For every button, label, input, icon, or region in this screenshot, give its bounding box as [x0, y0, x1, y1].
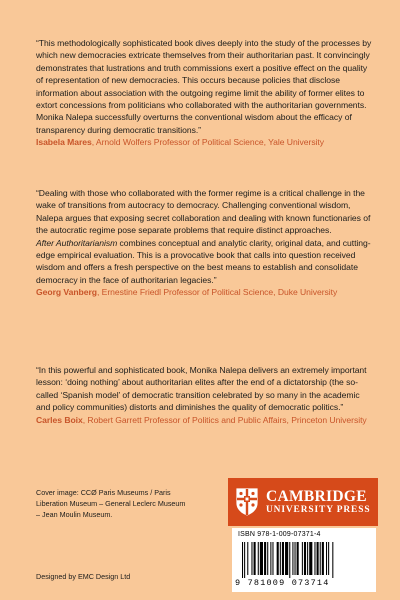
endorser-name: Carles Boix — [36, 414, 83, 425]
quote-part-2: combines conceptual and analytic clarity, original data, and cutting-edge empirical evaluation. This is a provocative book that calls into question received wisdom and offers a fresh perspective on the best means to establish and consolidate democracy in the face of authoritarian legacies.” — [36, 237, 371, 285]
endorsement-quote — [36, 187, 376, 286]
barcode-bar — [277, 542, 279, 575]
endorsement-attribution — [36, 286, 376, 298]
barcode-digits: 9 781009 073714 — [235, 578, 330, 588]
barcode-bar — [289, 542, 290, 578]
cover-image-credit: Cover image: CCØ Paris Museums / Paris Liberation Museum – General Leclerc Museum – Jean Moulin Museum. — [36, 488, 186, 519]
endorsement-quote: “This methodologically sophisticated book dives deeply into the study of the processes by which new democracies extricate themselves from their authoritarian past. It convincingly demonstrates that lustrations and truth commissions exert a positive effect on the quality of representation of new democracies. This occurs because policies that disclose information about association with the outgoing regime limit the ability of former elites to extort concessions from politicians who collaborated with the authoritarian governments. Monika Nalepa successfully overturns the conventional wisdom about the efficacy of transparency during democratic transitions.” — [36, 38, 372, 135]
publisher-name — [266, 489, 370, 516]
barcode-bar — [304, 542, 306, 575]
endorsement-attribution — [36, 136, 376, 148]
barcode-bar — [247, 542, 248, 575]
barcode-bar — [326, 542, 327, 575]
barcode-bar — [282, 542, 284, 575]
barcode-bar — [264, 542, 266, 575]
barcode-bar — [320, 542, 321, 575]
isbn-label: ISBN 978-1-009-07371-4 — [238, 531, 321, 538]
endorsement-attribution — [36, 414, 376, 426]
endorser-title: , Arnold Wolfers Professor of Political Science, Yale University — [91, 137, 325, 148]
publisher-name-line1: CAMBRIDGE — [266, 487, 367, 505]
endorser-name: Georg Vanberg — [36, 287, 97, 298]
barcode-bar — [314, 542, 315, 575]
publisher-name-line2: UNIVERSITY PRESS — [266, 504, 371, 515]
barcode-bar — [309, 542, 312, 575]
barcode-bar — [295, 542, 296, 575]
barcode-bar — [322, 542, 324, 575]
barcode-bar — [242, 542, 243, 578]
cambridge-shield-icon — [235, 487, 259, 517]
barcode-bar — [317, 542, 319, 575]
barcode-bar — [260, 542, 263, 575]
barcode-bars — [242, 542, 366, 578]
quote-part-1: “Dealing with those who collaborated with the former regime is a critical challenge in the wake of transitions from autocracy to democracy. Challenging conventional wisdom, Nalepa argues that exposing secret collaboration and dealing with known functionaries of the autocratic regime pose separate problems that require distinct approaches. — [36, 188, 371, 236]
barcode-bar — [285, 542, 288, 575]
barcode-bar — [280, 542, 281, 575]
endorser-title: , Ernestine Friedl Professor of Political Science, Duke University — [96, 287, 338, 298]
barcode-bar — [258, 542, 259, 575]
designer-credit: Designed by EMC Design Ltd — [36, 572, 131, 581]
barcode-bar — [328, 542, 329, 575]
barcode-bar — [270, 542, 271, 575]
barcode-bar — [254, 542, 256, 575]
endorser-name: Isabela Mares — [36, 137, 92, 148]
endorsement-quote: “In this powerful and sophisticated book, Monika Nalepa delivers an extremely important lesson: ‘doing nothing’ about authoritarian elites after the end of a dictatorship (the so-called ‘Spanish model’ of democratic transition celebrated by so many in the academic and policy communities) distorts and diminishes the quality of democratic politics.” — [36, 365, 367, 413]
barcode-bar — [307, 542, 308, 575]
barcode-bar — [302, 542, 303, 575]
endorsement-vanberg — [36, 187, 376, 299]
endorser-title: , Robert Garrett Professor of Politics and Public Affairs, Princeton University — [82, 414, 367, 425]
barcode-bar — [297, 542, 299, 575]
barcode-bar — [332, 542, 333, 578]
barcode-bar — [272, 542, 273, 575]
barcode-bar — [292, 542, 293, 575]
book-title-italic: After Authoritarianism — [36, 237, 118, 248]
endorsement-mares — [36, 37, 376, 149]
publisher-logo — [228, 478, 378, 526]
barcode-bar — [244, 542, 245, 578]
endorsement-boix — [36, 364, 376, 426]
isbn-barcode — [232, 528, 376, 592]
barcode-bar — [251, 542, 252, 575]
barcode-bar — [267, 542, 268, 575]
